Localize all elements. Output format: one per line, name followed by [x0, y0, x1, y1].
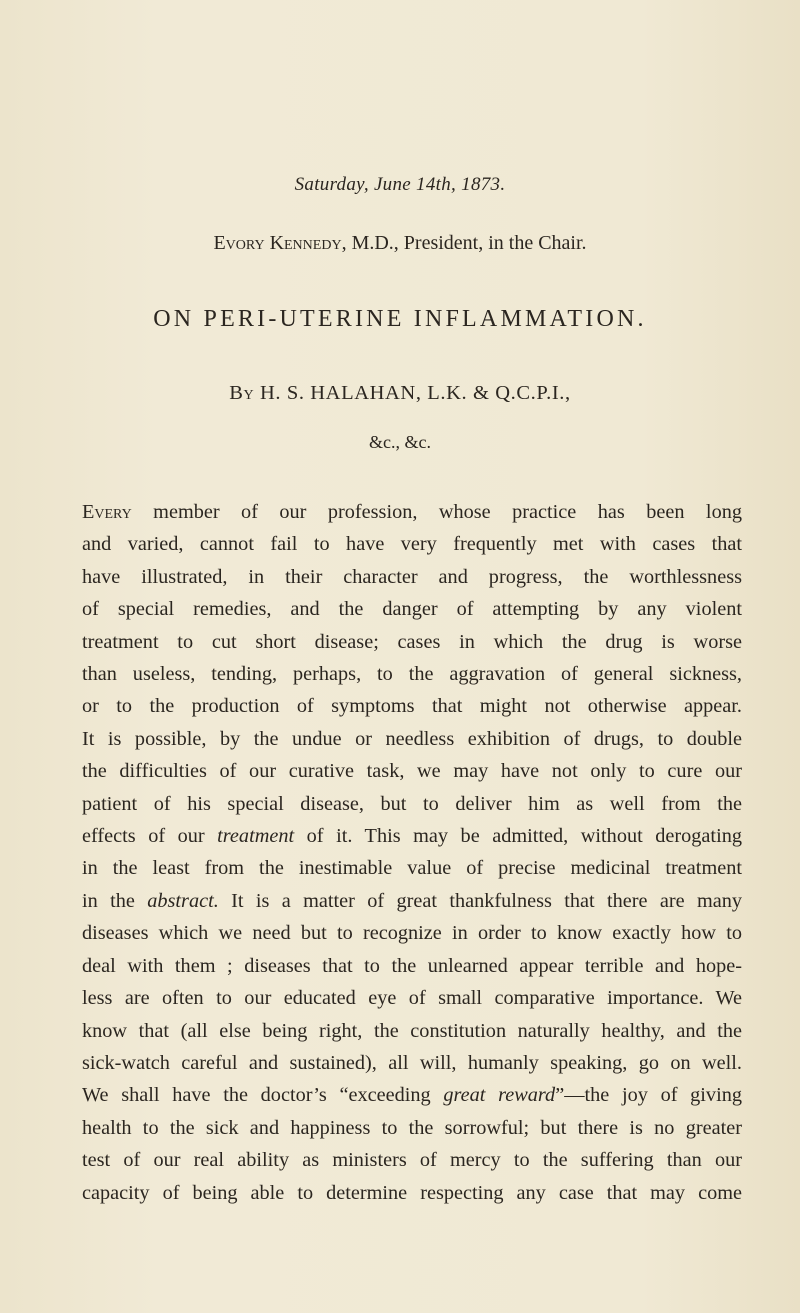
- body-text: ”—the joy of giving: [555, 1084, 742, 1107]
- body-line: health to the sick and happiness to the sorrowful; but there is no greater: [82, 1116, 742, 1139]
- body-line: test of our real ability as ministers of mercy to the suffering than our: [82, 1149, 742, 1172]
- body-line: diseases which we need but to recognize in order to know exactly how to: [82, 922, 742, 945]
- italic-text: treatment: [217, 825, 295, 848]
- body-line: have illustrated, in their character and progress, the worthlessness: [82, 565, 742, 588]
- author-by: By: [229, 382, 255, 404]
- body-paragraph: [82, 496, 742, 1209]
- meeting-date: Saturday, June 14th, 1873.: [294, 174, 506, 195]
- body-text: effects of our: [82, 825, 218, 848]
- body-line: of special remedies, and the danger of attempting by any violent: [82, 598, 742, 621]
- body-line: capacity of being able to determine respecting any case that may come: [82, 1181, 742, 1204]
- body-line: [82, 885, 742, 917]
- body-line: patient of his special disease, but to deliver him as well from the: [82, 792, 742, 815]
- body-line: than useless, tending, perhaps, to the aggravation of general sickness,: [82, 663, 742, 686]
- body-line: [82, 1079, 742, 1111]
- body-line: and varied, cannot fail to have very frequently met with cases that: [82, 533, 742, 556]
- body-line: or to the production of symptoms that might not otherwise appear.: [82, 695, 742, 718]
- paper-title: ON PERI-UTERINE INFLAMMATION.: [153, 306, 647, 332]
- body-line: the difficulties of our curative task, we may have not only to cure our: [82, 760, 742, 783]
- chair-line: [0, 232, 800, 255]
- italic-text: great reward: [443, 1084, 556, 1107]
- body-text: We shall have the doctor’s “exceeding: [82, 1084, 444, 1107]
- body-line: know that (all else being right, the constitution naturally healthy, and the: [82, 1019, 742, 1042]
- body-line: less are often to our educated eye of small comparative importance. We: [82, 987, 742, 1010]
- body-line: [82, 820, 742, 852]
- body-text: of it. This may be admitted, without derogating: [294, 825, 742, 848]
- body-line: in the least from the inestimable value of precise medicinal treatment: [82, 857, 742, 880]
- italic-text: abstract.: [147, 889, 219, 912]
- body-line: treatment to cut short disease; cases in which the drug is worse: [82, 630, 742, 653]
- author-etc: &c., &c.: [369, 432, 431, 452]
- body-text: in the: [82, 889, 148, 912]
- body-line: sick-watch careful and sustained), all will, humanly speaking, go on well.: [82, 1051, 742, 1074]
- body-text: It is a matter of great thankfulness that there are many: [218, 889, 742, 912]
- body-line: deal with them ; diseases that to the unlearned appear terrible and hope-: [82, 954, 742, 977]
- author-line: [0, 382, 800, 405]
- body-line: [82, 496, 742, 528]
- author-name: H. S. HALAHAN, L.K. & Q.C.P.I.,: [254, 382, 571, 404]
- chair-name: Evory Kennedy: [213, 232, 342, 254]
- body-line: It is possible, by the undue or needless exhibition of drugs, to double: [82, 727, 742, 750]
- chair-rest: , M.D., President, in the Chair.: [341, 232, 587, 254]
- drop-word: Every: [82, 501, 132, 523]
- body-text: member of our profession, whose practice has been long: [131, 501, 742, 523]
